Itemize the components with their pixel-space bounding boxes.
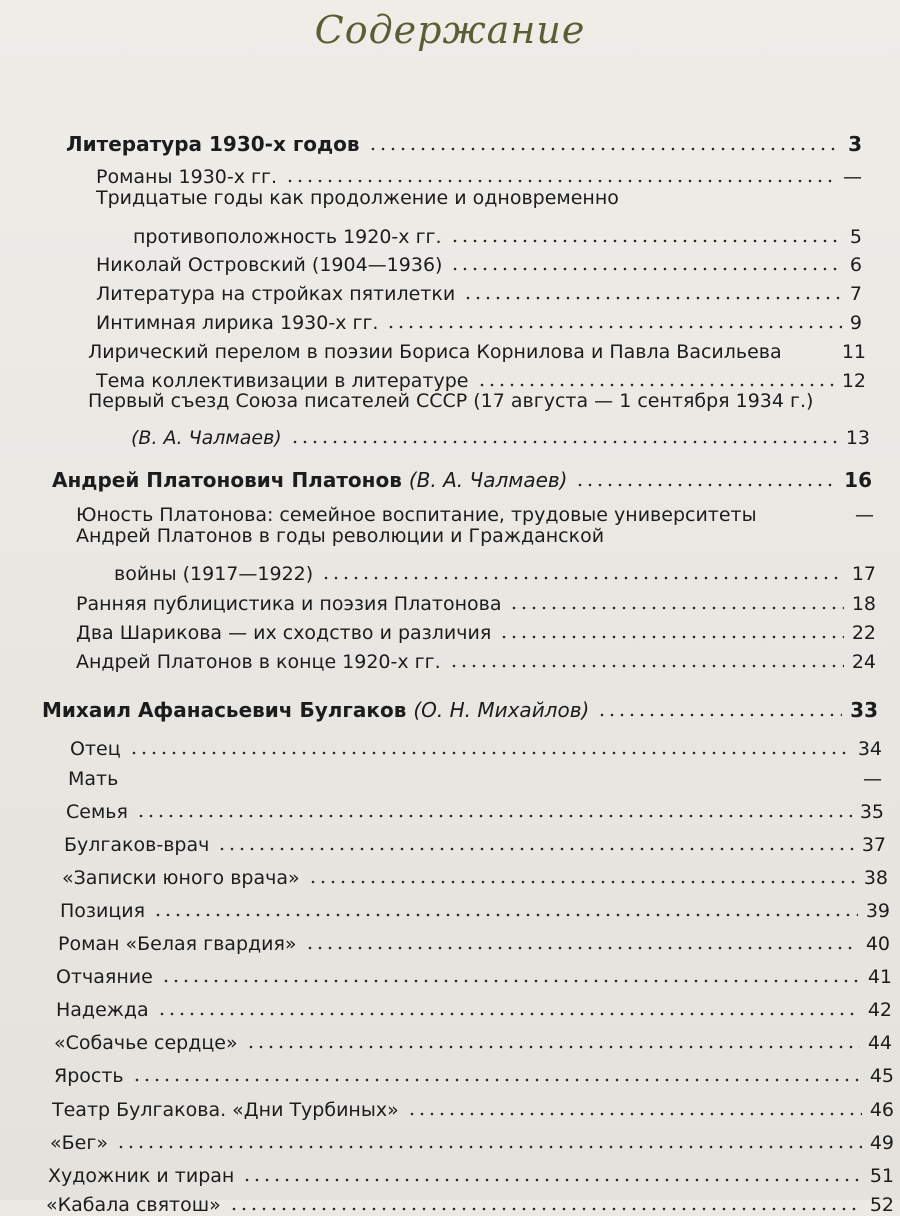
toc-page-number: —	[843, 166, 862, 188]
toc-entry-title: Романы 1930-х гг.	[96, 166, 278, 188]
page-title: Содержание	[314, 8, 586, 52]
toc-entry	[52, 1089, 894, 1121]
toc-entry	[96, 158, 862, 188]
toc-entry-title: «Собачье сердце»	[54, 1032, 238, 1054]
toc-entry-title: Ранняя публицистика и поэзия Платонова	[76, 593, 502, 615]
toc-entry-title: войны (1917—1922)	[114, 563, 314, 585]
leader-dots	[597, 712, 842, 718]
toc-entry-title: Мать	[68, 768, 119, 790]
toc-entry-title: Отчаяние	[56, 966, 153, 988]
toc-entry	[76, 496, 874, 526]
toc-entry-title: Художник и тиран	[48, 1165, 235, 1187]
toc-page-number: 52	[869, 1194, 894, 1216]
toc-section-heading	[66, 124, 862, 156]
leader-dots	[132, 1077, 862, 1083]
toc-entry	[96, 304, 862, 334]
toc-entry	[131, 417, 870, 449]
toc-page-number: 42	[867, 999, 892, 1021]
toc-page-number: 6	[849, 254, 862, 276]
toc-page-number: 13	[845, 427, 870, 449]
toc-entry	[66, 791, 884, 823]
toc-entry	[60, 890, 890, 922]
toc-entry	[58, 923, 890, 955]
leader-dots	[129, 750, 850, 756]
toc-entry-title: Роман «Белая гвардия»	[58, 933, 297, 955]
toc-entry	[54, 1055, 894, 1087]
toc-page-number: 16	[844, 468, 872, 492]
leader-dots	[157, 1011, 860, 1017]
leader-dots	[477, 382, 834, 388]
toc-section-heading	[52, 460, 872, 492]
toc-page-number: 45	[869, 1065, 894, 1087]
toc-entry-line: Первый съезд Союза писателей СССР (17 августа — 1 сентября 1934 г.)	[88, 390, 814, 412]
toc-page-number: 39	[865, 900, 890, 922]
toc-entry-title: Булгаков-врач	[64, 834, 210, 856]
toc-entry-title: Николай Островский (1904—1936)	[96, 254, 443, 276]
toc-entry	[56, 989, 892, 1021]
toc-entry-title: Ярость	[54, 1065, 124, 1087]
toc-entry	[96, 275, 862, 305]
leader-dots	[161, 978, 860, 984]
leader-dots	[368, 146, 841, 152]
toc-entry-title: Театр Булгакова. «Дни Турбиных»	[52, 1099, 399, 1121]
leader-dots	[386, 324, 841, 330]
toc-page-number: 17	[851, 563, 876, 585]
toc-entry	[96, 362, 866, 392]
toc-entry	[46, 1184, 894, 1216]
leader-dots	[229, 1206, 862, 1212]
toc-entry-title: Семья	[66, 801, 128, 823]
leader-dots	[509, 605, 843, 611]
toc-entry	[64, 824, 886, 856]
toc-entry	[68, 758, 882, 790]
toc-page-number: 37	[861, 834, 886, 856]
leader-dots	[407, 1111, 862, 1117]
toc-entry-title: «Кабала святош»	[46, 1194, 221, 1216]
toc-entry-title: Позиция	[60, 900, 146, 922]
toc-section-heading	[42, 690, 878, 722]
toc-entry	[114, 553, 876, 585]
leader-dots	[285, 178, 835, 184]
leader-dots	[499, 634, 844, 640]
toc-entry	[54, 1022, 892, 1054]
leader-dots	[136, 813, 852, 819]
leader-dots	[153, 912, 858, 918]
toc-page-number: —	[855, 504, 874, 526]
toc-entry-title: Андрей Платонович Платонов	[52, 468, 402, 492]
toc-entry-title: Юность Платонова: семейное воспитание, трудовые университеты	[76, 504, 757, 526]
leader-dots	[449, 663, 844, 669]
toc-entry	[62, 857, 888, 889]
leader-dots	[308, 879, 856, 885]
toc-entry	[48, 1155, 894, 1187]
leader-dots	[246, 1044, 860, 1050]
toc-page-number: 46	[869, 1099, 894, 1121]
toc-entry-title: Андрей Платонов в конце 1920-х гг.	[76, 651, 441, 673]
toc-page-number: 49	[869, 1132, 894, 1154]
toc-entry-title: Тема коллективизации в литературе	[96, 370, 469, 392]
toc-page-number: 22	[851, 622, 876, 644]
toc-entry-author: (О. Н. Михайлов)	[413, 698, 590, 722]
toc-page-number: 5	[849, 226, 862, 248]
toc-entry	[88, 333, 866, 363]
toc-entry-title: Отец	[70, 738, 121, 760]
toc-page-number: 35	[859, 801, 884, 823]
toc-page-number: 9	[849, 312, 862, 334]
toc-entry-line: Тридцатые годы как продолжение и одновременно	[96, 187, 619, 209]
toc-page-number: 11	[841, 341, 866, 363]
toc-entry-title: Два Шарикова — их сходство и различия	[76, 622, 492, 644]
leader-dots	[305, 945, 858, 951]
leader-dots	[242, 1177, 861, 1183]
leader-dots	[321, 575, 844, 581]
toc-page-number: 3	[848, 132, 862, 156]
toc-entry-title: «Записки юного врача»	[62, 867, 300, 889]
toc-entry-title: Литература 1930-х годов	[66, 132, 360, 156]
toc-entry-title: Лирический перелом в поэзии Бориса Корнилова и Павла Васильева	[88, 341, 782, 363]
toc-entry	[76, 614, 876, 644]
toc-page-number: 34	[857, 738, 882, 760]
leader-dots	[450, 266, 841, 272]
toc-page-number: 51	[869, 1165, 894, 1187]
toc-page-number: 33	[850, 698, 878, 722]
leader-dots	[116, 1144, 862, 1150]
toc-entry	[96, 246, 862, 276]
leader-dots	[575, 482, 836, 488]
toc-page-number: 24	[851, 651, 876, 673]
toc-entry	[76, 585, 876, 615]
toc-entry	[70, 728, 882, 760]
toc-entry	[56, 956, 892, 988]
leader-dots	[463, 295, 842, 301]
toc-page-number: 40	[865, 933, 890, 955]
leader-dots	[217, 846, 853, 852]
toc-entry	[50, 1122, 894, 1154]
toc-entry-title: противоположность 1920-х гг.	[133, 226, 442, 248]
toc-entry	[76, 643, 876, 673]
leader-dots	[290, 439, 838, 445]
toc-entry-title: Литература на стройках пятилетки	[96, 283, 456, 305]
toc-page-number: 7	[849, 283, 862, 305]
leader-dots	[450, 238, 842, 244]
toc-entry-title: «Бег»	[50, 1132, 108, 1154]
toc-entry	[133, 216, 862, 248]
toc-page-number: —	[863, 768, 882, 790]
toc-entry-title: Михаил Афанасьевич Булгаков	[42, 698, 407, 722]
toc-entry-author: (В. А. Чалмаев)	[131, 427, 282, 449]
toc-entry-title: Надежда	[56, 999, 149, 1021]
toc-entry-author: (В. А. Чалмаев)	[408, 468, 568, 492]
toc-page-number: 44	[867, 1032, 892, 1054]
toc-page-number: 18	[851, 593, 876, 615]
toc-entry-title: Интимная лирика 1930-х гг.	[96, 312, 379, 334]
toc-page-number: 38	[863, 867, 888, 889]
toc-entry-line: Андрей Платонов в годы революции и Гражданской	[76, 525, 605, 547]
toc-page-number: 41	[867, 966, 892, 988]
toc-page-number: 12	[841, 370, 866, 392]
